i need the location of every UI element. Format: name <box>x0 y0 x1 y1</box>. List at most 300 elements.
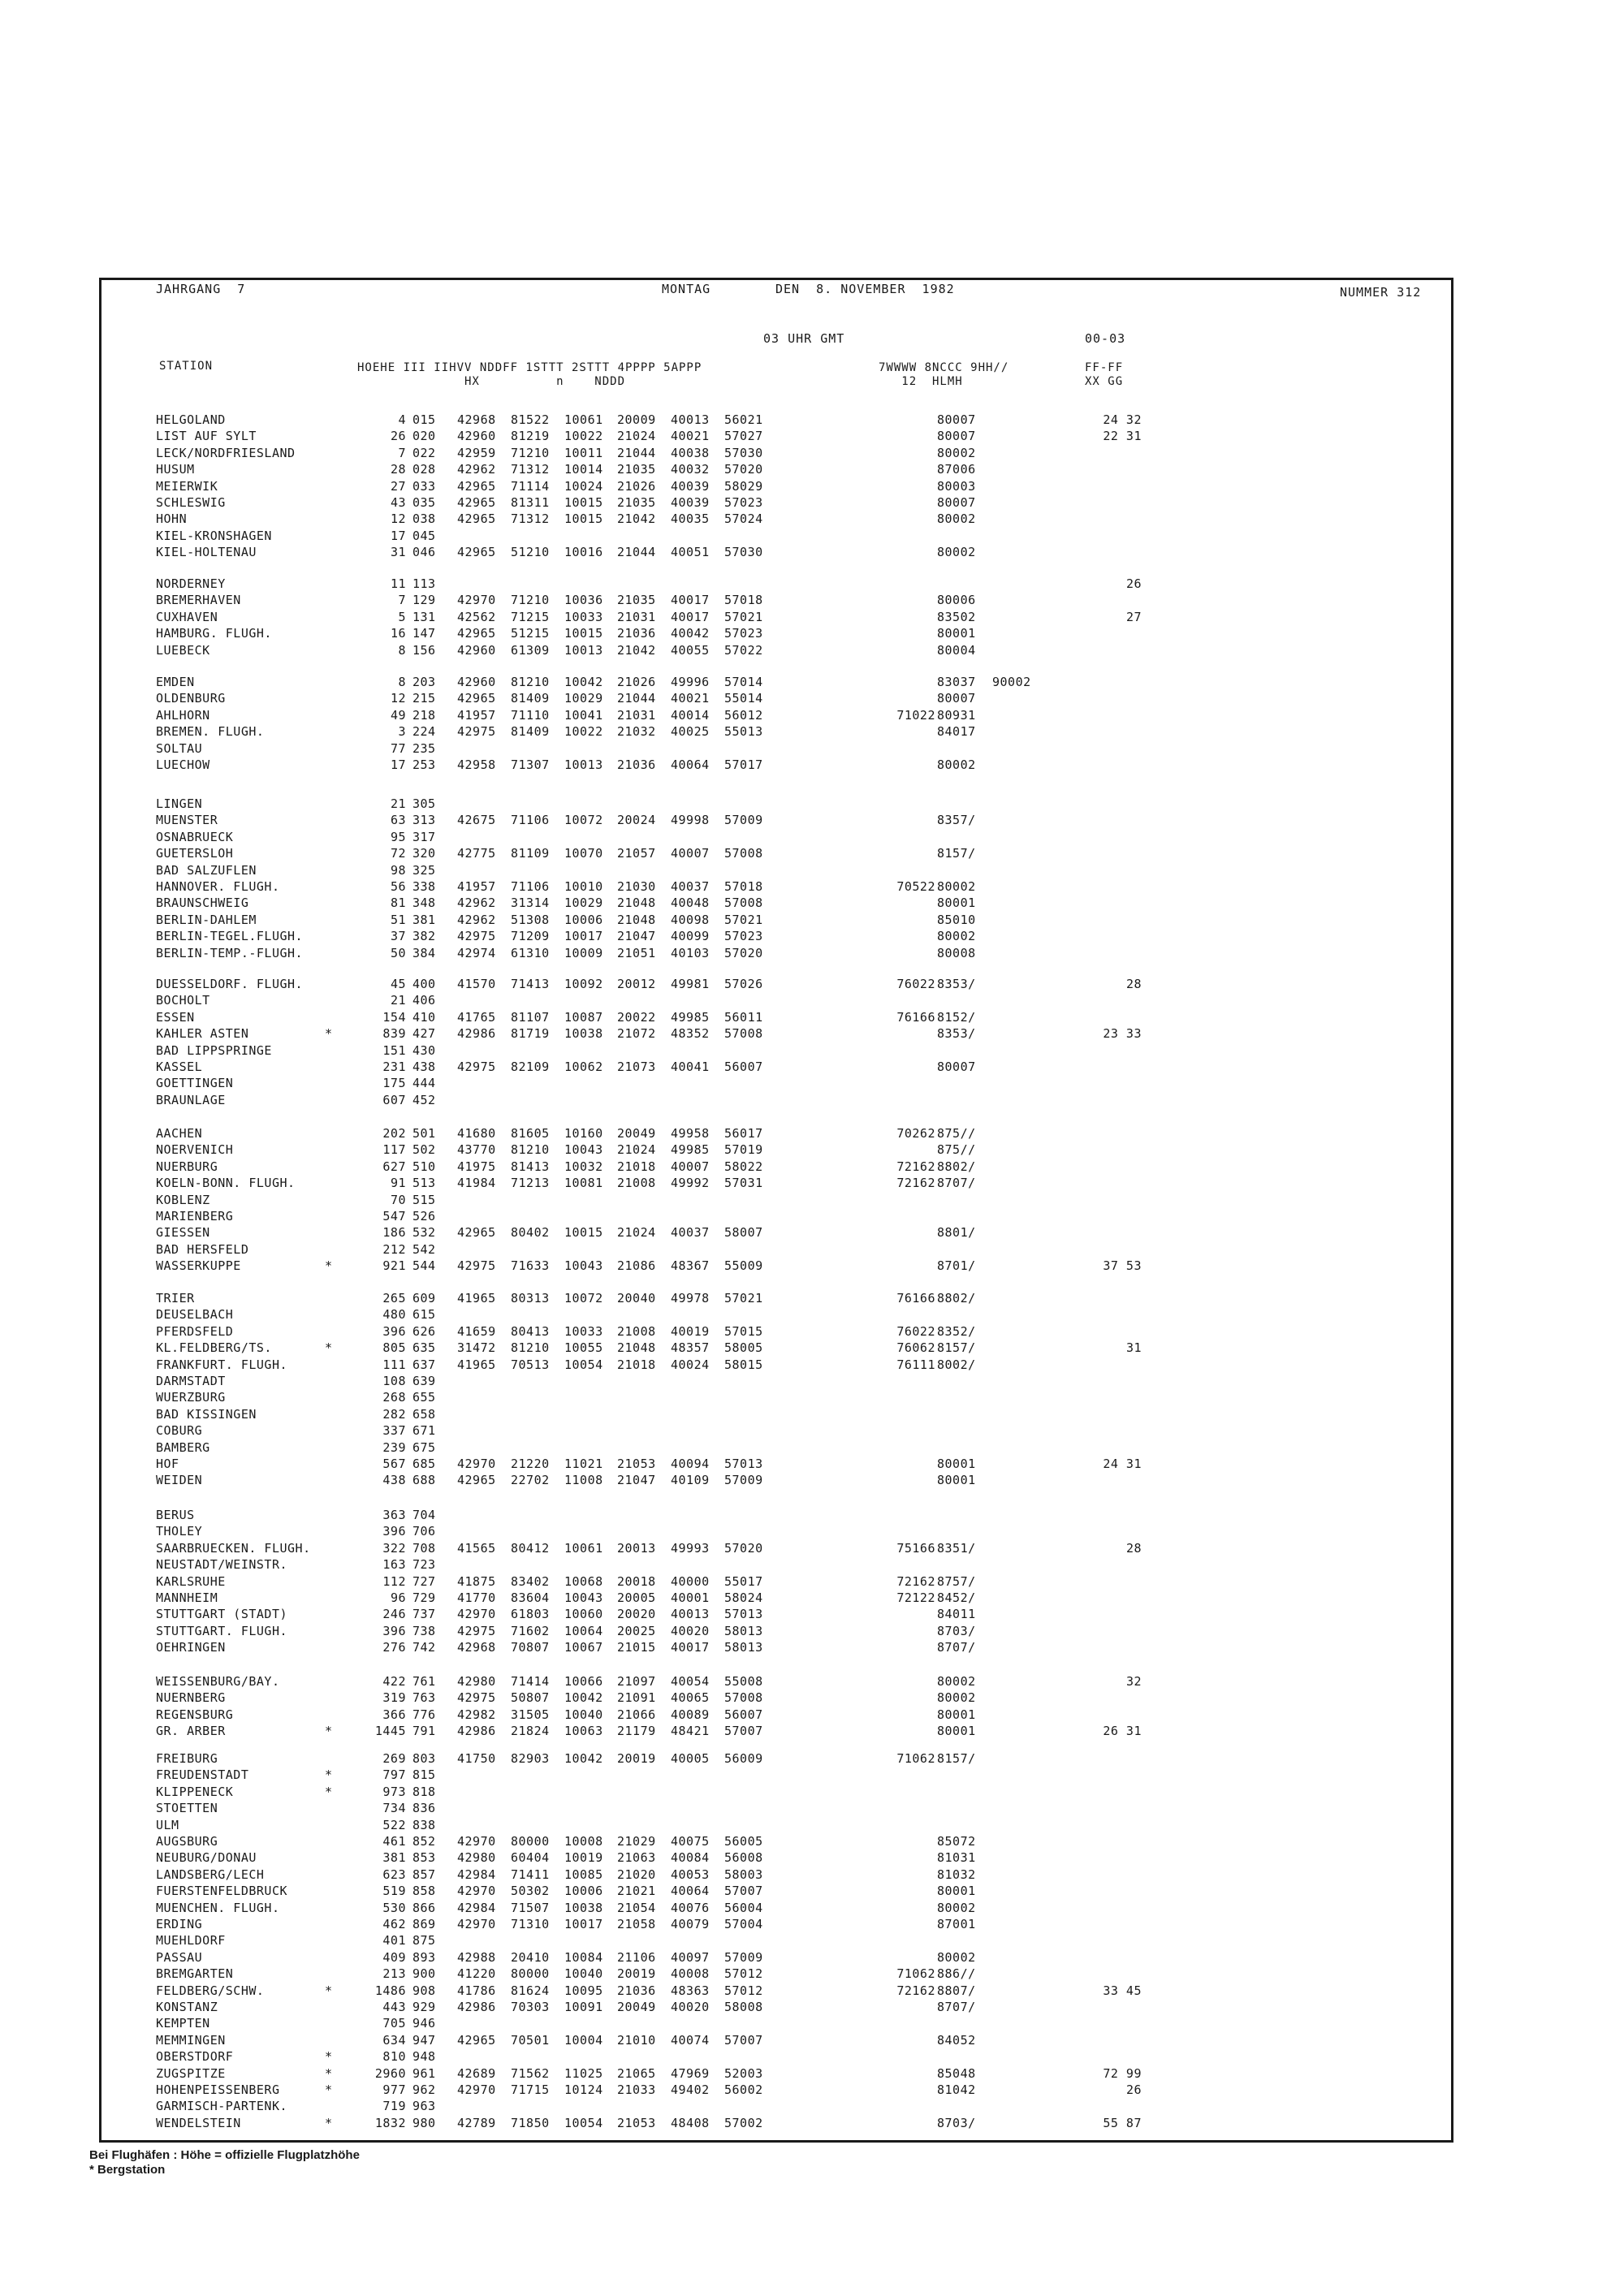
station-value-f1: 42965 <box>457 1473 496 1488</box>
station-value-f6: 57022 <box>724 642 763 658</box>
station-row <box>0 1175 1624 1191</box>
station-value-iii: 515 <box>412 1192 436 1207</box>
station-value-iii: 513 <box>412 1176 436 1191</box>
station-name: SAARBRUECKEN. FLUGH. <box>156 1540 311 1556</box>
station-value-f4: 21063 <box>617 1850 656 1866</box>
station-value-f6: 56005 <box>724 1834 763 1849</box>
station-value-elev: 151 <box>382 1042 406 1058</box>
station-value-iii: 626 <box>412 1323 436 1339</box>
station-value-elev: 8 <box>398 675 406 689</box>
station-value-elev: 3 <box>398 724 406 740</box>
station-value-f4: 20040 <box>617 1291 656 1306</box>
observation-time: 03 UHR GMT <box>763 331 845 346</box>
station-value-iii: 028 <box>412 462 436 477</box>
station-value-iii: 853 <box>412 1850 436 1866</box>
station-value-elev: 77 <box>390 740 406 756</box>
station-value-f1: 41565 <box>457 1540 496 1556</box>
station-value-f4: 21035 <box>617 495 656 510</box>
station-row <box>0 1606 1624 1622</box>
station-value-f3: 10006 <box>564 1884 603 1899</box>
station-name: HELGOLAND <box>156 412 226 427</box>
station-value-iii: 131 <box>412 609 436 624</box>
station-row <box>0 1833 1624 1849</box>
station-value-f4: 20018 <box>617 1573 656 1589</box>
station-value-f5: 40076 <box>671 1900 710 1915</box>
station-value-f5: 40074 <box>671 2032 710 2048</box>
station-row <box>0 812 1624 828</box>
station-value-iii: 706 <box>412 1524 436 1539</box>
station-value-f2: 80000 <box>511 1834 550 1849</box>
station-value-f6: 57008 <box>724 1690 763 1706</box>
station-value-f6: 56012 <box>724 707 763 723</box>
station-name: BAD LIPPSPRINGE <box>156 1042 272 1058</box>
station-value-f4: 21015 <box>617 1640 656 1655</box>
station-name: KL.FELDBERG/TS. <box>156 1340 272 1356</box>
station-value-f2: 71213 <box>511 1176 550 1191</box>
station-value-f1: 42968 <box>457 1640 496 1655</box>
station-value-f2: 71106 <box>511 813 550 828</box>
station-name: COBURG <box>156 1423 203 1439</box>
station-value-f8: 875// <box>937 1142 976 1158</box>
station-value-f6: 55014 <box>724 691 763 706</box>
station-value-f6: 57014 <box>724 675 763 689</box>
station-value-f8: 87006 <box>937 462 976 477</box>
station-value-f3: 10019 <box>564 1850 603 1866</box>
station-value-f7: 72162 <box>896 1176 935 1191</box>
station-value-f5: 49992 <box>671 1176 710 1191</box>
station-value-elev: 81 <box>390 896 406 911</box>
station-value-f2: 81210 <box>511 1142 550 1158</box>
station-row <box>0 1639 1624 1655</box>
station-row <box>0 1707 1624 1723</box>
station-name: GIESSEN <box>156 1225 210 1241</box>
station-value-f2: 71215 <box>511 609 550 624</box>
station-value-f3: 10085 <box>564 1867 603 1882</box>
station-value-f5: 40017 <box>671 1640 710 1655</box>
station-value-f6: 57020 <box>724 945 763 960</box>
station-value-f6: 57020 <box>724 1540 763 1556</box>
station-value-iii: 015 <box>412 412 436 427</box>
station-row <box>0 1323 1624 1340</box>
station-row <box>0 1241 1624 1258</box>
station-value-f3: 10067 <box>564 1640 603 1655</box>
station-value-elev: 363 <box>382 1508 406 1522</box>
station-row <box>0 592 1624 608</box>
station-value-f8: 80002 <box>937 1949 976 1965</box>
station-row <box>0 1767 1624 1783</box>
station-value-f4: 21073 <box>617 1060 656 1074</box>
station-row <box>0 1456 1624 1472</box>
station-value-f3: 10061 <box>564 1540 603 1556</box>
station-value-f2: 21824 <box>511 1724 550 1739</box>
station-value-f8: 8701/ <box>937 1258 976 1274</box>
station-value-iii: 452 <box>412 1092 436 1107</box>
station-value-f5: 40039 <box>671 495 710 510</box>
station-value-iii: 020 <box>412 429 436 444</box>
station-value-f2: 71307 <box>511 757 550 772</box>
station-name: KOBLENZ <box>156 1192 210 1207</box>
station-value-iii: 858 <box>412 1884 436 1899</box>
station-value-f8: 80001 <box>937 896 976 911</box>
station-value-f2: 81109 <box>511 846 550 861</box>
footer-note-airport: Bei Flughäfen : Höhe = offizielle Flugplatzhöhe <box>89 2148 360 2162</box>
station-value-iii: 615 <box>412 1307 436 1323</box>
station-value-f6: 57023 <box>724 626 763 641</box>
station-row <box>0 1523 1624 1539</box>
station-value-f1: 42675 <box>457 813 496 828</box>
station-value-f6: 57031 <box>724 1176 763 1191</box>
station-value-elev: 269 <box>382 1751 406 1766</box>
station-value-f8: 80007 <box>937 429 976 444</box>
station-row <box>0 1966 1624 1982</box>
station-value-f6: 58007 <box>724 1225 763 1241</box>
station-value-f2: 81107 <box>511 1009 550 1025</box>
station-value-f6: 58008 <box>724 2000 763 2014</box>
station-value-elev: 973 <box>382 1784 406 1799</box>
station-value-f8: 8353/ <box>937 977 976 991</box>
station-row <box>0 1690 1624 1706</box>
station-value-f1: 42562 <box>457 609 496 624</box>
station-value-elev: 12 <box>390 511 406 527</box>
station-row <box>0 1025 1624 1042</box>
station-value-iii: 948 <box>412 2049 436 2065</box>
station-value-f3: 10009 <box>564 945 603 960</box>
station-row <box>0 1075 1624 1091</box>
station-value-iii: 761 <box>412 1674 436 1689</box>
station-value-f5: 40064 <box>671 757 710 772</box>
station-name: BAD HERSFELD <box>156 1241 249 1257</box>
station-value-f1: 42970 <box>457 1607 496 1622</box>
station-name: MUENSTER <box>156 813 218 828</box>
station-value-iii: 869 <box>412 1917 436 1931</box>
station-value-elev: 49 <box>390 707 406 723</box>
station-value-elev: 634 <box>382 2032 406 2048</box>
station-value-elev: 154 <box>382 1009 406 1025</box>
station-value-f8: 80007 <box>937 691 976 706</box>
station-value-f1: 42970 <box>457 2082 496 2097</box>
station-value-iii: 224 <box>412 724 436 740</box>
station-name: KAHLER ASTEN <box>156 1026 249 1042</box>
station-value-elev: 1486 <box>374 1983 406 1998</box>
station-row <box>0 707 1624 723</box>
station-value-f7: 75166 <box>896 1540 935 1556</box>
station-value-f7: 71022 <box>896 707 935 723</box>
station-value-f1: 43770 <box>457 1142 496 1158</box>
station-value-elev: 231 <box>382 1060 406 1074</box>
station-row <box>0 1439 1624 1456</box>
station-value-f5: 48367 <box>671 1258 710 1274</box>
station-value-f4: 21179 <box>617 1724 656 1739</box>
station-value-elev: 27 <box>390 478 406 494</box>
station-value-f8: 8351/ <box>937 1540 976 1556</box>
station-name: HOHN <box>156 511 188 527</box>
station-value-elev: 839 <box>382 1026 406 1042</box>
station-row <box>0 845 1624 861</box>
station-value-iii: 893 <box>412 1949 436 1965</box>
station-value-iii: 113 <box>412 576 436 591</box>
station-value-f5: 40051 <box>671 545 710 560</box>
station-value-f8: 8352/ <box>937 1323 976 1339</box>
station-value-elev: 43 <box>390 495 406 510</box>
station-value-f4: 21035 <box>617 462 656 477</box>
station-value-iii: 320 <box>412 846 436 861</box>
station-value-elev: 530 <box>382 1900 406 1915</box>
station-value-f5: 40079 <box>671 1917 710 1931</box>
station-value-f3: 10072 <box>564 813 603 828</box>
station-value-f4: 21008 <box>617 1323 656 1339</box>
station-value-f5: 40055 <box>671 642 710 658</box>
station-value-f2: 71414 <box>511 1674 550 1689</box>
station-value-f3: 10064 <box>564 1623 603 1638</box>
station-value-f5: 40098 <box>671 912 710 927</box>
station-value-f8: 80007 <box>937 412 976 427</box>
station-value-iii: 727 <box>412 1573 436 1589</box>
station-value-f3: 10070 <box>564 846 603 861</box>
station-value-f4: 21048 <box>617 896 656 911</box>
station-value-ff: 26 31 <box>1103 1724 1142 1739</box>
station-value-f8: 8801/ <box>937 1225 976 1241</box>
station-value-f3: 10043 <box>564 1590 603 1605</box>
station-value-f3: 10160 <box>564 1126 603 1141</box>
code7-header-line2: 12 HLMH <box>879 375 963 388</box>
station-value-iii: 253 <box>412 757 436 772</box>
station-value-f2: 50807 <box>511 1690 550 1706</box>
station-value-f8: 84017 <box>937 724 976 740</box>
station-name: MEMMINGEN <box>156 2032 226 2048</box>
station-row <box>0 796 1624 812</box>
station-value-f3: 10043 <box>564 1142 603 1158</box>
station-value-f3: 10015 <box>564 495 603 510</box>
station-value-f3: 10042 <box>564 675 603 689</box>
footer-note-mountain: * Bergstation <box>89 2163 166 2177</box>
station-name: KASSEL <box>156 1060 203 1074</box>
station-value-f1: 41750 <box>457 1751 496 1766</box>
station-value-f4: 20049 <box>617 1126 656 1141</box>
station-value-f2: 71411 <box>511 1867 550 1882</box>
station-value-f5: 40020 <box>671 1623 710 1638</box>
station-name: KLIPPENECK <box>156 1784 234 1799</box>
station-value-f8: 8703/ <box>937 2115 976 2130</box>
station-value-f5: 40000 <box>671 1573 710 1589</box>
station-row <box>0 1290 1624 1306</box>
station-value-elev: 31 <box>390 545 406 560</box>
station-name: MARIENBERG <box>156 1209 234 1224</box>
station-name: BERLIN-DAHLEM <box>156 912 257 927</box>
station-value-f8: 81032 <box>937 1867 976 1882</box>
station-row <box>0 1042 1624 1059</box>
station-value-f5: 40042 <box>671 626 710 641</box>
station-row <box>0 2048 1624 2065</box>
station-name: HAMBURG. FLUGH. <box>156 626 272 641</box>
station-row <box>0 674 1624 690</box>
station-row <box>0 1849 1624 1866</box>
station-row <box>0 992 1624 1008</box>
station-row <box>0 1159 1624 1175</box>
station-name: AACHEN <box>156 1126 203 1141</box>
station-value-ff: 55 87 <box>1103 2115 1142 2130</box>
station-value-iii: 609 <box>412 1291 436 1306</box>
station-value-f2: 71633 <box>511 1258 550 1274</box>
station-value-f7: 72122 <box>896 1590 935 1605</box>
station-name: OSNABRUECK <box>156 829 234 844</box>
station-value-f6: 57018 <box>724 879 763 894</box>
station-value-iii: 542 <box>412 1241 436 1257</box>
station-row <box>0 1340 1624 1356</box>
station-value-f5: 49402 <box>671 2082 710 2097</box>
station-value-f2: 71114 <box>511 478 550 494</box>
station-value-f6: 58013 <box>724 1623 763 1638</box>
station-value-elev: 17 <box>390 528 406 543</box>
station-value-iii: 742 <box>412 1640 436 1655</box>
station-value-f2: 51308 <box>511 912 550 927</box>
station-value-ff: 28 <box>1125 977 1142 991</box>
station-value-iii: 544 <box>412 1258 436 1274</box>
station-value-f1: 41875 <box>457 1573 496 1589</box>
station-value-iii: 658 <box>412 1406 436 1422</box>
station-row <box>0 1750 1624 1767</box>
station-value-elev: 977 <box>382 2082 406 2097</box>
station-value-f1: 42970 <box>457 1834 496 1849</box>
wind-header-line2: XX GG <box>1085 375 1124 388</box>
station-name: DEUSELBACH <box>156 1307 234 1323</box>
station-name: MANNHEIM <box>156 1590 218 1605</box>
station-value-f6: 57018 <box>724 593 763 608</box>
station-value-elev: 112 <box>382 1573 406 1589</box>
station-value-f8: 8357/ <box>937 813 976 828</box>
station-value-f2: 71210 <box>511 593 550 608</box>
station-value-f2: 71110 <box>511 707 550 723</box>
station-value-f8: 8707/ <box>937 2000 976 2014</box>
code-header-line2: HX n NDDD <box>357 375 626 388</box>
station-value-f5: 49958 <box>671 1126 710 1141</box>
station-value-f1: 42982 <box>457 1707 496 1722</box>
station-value-iii: 406 <box>412 993 436 1008</box>
station-value-f2: 82903 <box>511 1751 550 1766</box>
station-row <box>0 1422 1624 1439</box>
station-value-f3: 10016 <box>564 545 603 560</box>
station-value-f6: 55017 <box>724 1573 763 1589</box>
station-value-f2: 71210 <box>511 445 550 460</box>
station-value-f8: 80002 <box>937 879 976 894</box>
station-value-f1: 42986 <box>457 1026 496 1042</box>
station-value-f1: 42986 <box>457 1724 496 1739</box>
station-name: BRAUNLAGE <box>156 1092 226 1107</box>
station-value-f7: 71062 <box>896 1966 935 1982</box>
station-value-iii: 655 <box>412 1390 436 1405</box>
station-value-f6: 57008 <box>724 896 763 911</box>
station-name: LIST AUF SYLT <box>156 429 257 444</box>
station-value-f8: 875// <box>937 1126 976 1141</box>
station-value-elev: 567 <box>382 1457 406 1471</box>
station-value-f2: 31314 <box>511 896 550 911</box>
station-value-f4: 21008 <box>617 1176 656 1191</box>
station-value-f8: 80008 <box>937 945 976 960</box>
station-value-iii: 532 <box>412 1225 436 1241</box>
station-row <box>0 2115 1624 2131</box>
station-name: WUERZBURG <box>156 1390 226 1405</box>
station-name: BRAUNSCHWEIG <box>156 896 249 911</box>
station-value-f3: 10068 <box>564 1573 603 1589</box>
station-value-f6: 58005 <box>724 1340 763 1356</box>
station-value-f8: 80002 <box>937 757 976 772</box>
station-value-f3: 10032 <box>564 1159 603 1174</box>
station-name: HUSUM <box>156 462 195 477</box>
station-value-f3: 10042 <box>564 1751 603 1766</box>
station-value-iii: 857 <box>412 1867 436 1882</box>
station-name: LUECHOW <box>156 757 210 772</box>
station-value-elev: 337 <box>382 1423 406 1439</box>
station-value-f1: 42980 <box>457 1850 496 1866</box>
station-name: SOLTAU <box>156 740 203 756</box>
station-row <box>0 1224 1624 1241</box>
station-value-f4: 21048 <box>617 912 656 927</box>
station-name: ULM <box>156 1817 179 1832</box>
station-value-elev: 319 <box>382 1690 406 1706</box>
station-value-elev: 213 <box>382 1966 406 1982</box>
station-name: ZUGSPITZE <box>156 2065 226 2081</box>
station-value-f6: 57009 <box>724 1473 763 1488</box>
station-value-f6: 57030 <box>724 445 763 460</box>
station-value-f3: 10008 <box>564 1834 603 1849</box>
station-value-elev: 462 <box>382 1917 406 1931</box>
station-value-f4: 21032 <box>617 724 656 740</box>
station-value-elev: 4 <box>398 412 406 427</box>
station-value-f1: 41965 <box>457 1291 496 1306</box>
station-value-f2: 81413 <box>511 1159 550 1174</box>
station-row <box>0 740 1624 757</box>
station-value-f7: 72162 <box>896 1983 935 1998</box>
station-name: FREIBURG <box>156 1751 218 1766</box>
station-value-f1: 42975 <box>457 929 496 944</box>
station-value-iii: 218 <box>412 707 436 723</box>
station-row <box>0 690 1624 706</box>
station-value-f3: 10072 <box>564 1291 603 1306</box>
station-value-f4: 20009 <box>617 412 656 427</box>
station-value-f2: 80412 <box>511 1540 550 1556</box>
station-value-elev: 51 <box>390 912 406 927</box>
station-row <box>0 412 1624 428</box>
station-value-f6: 57012 <box>724 1966 763 1982</box>
station-value-f2: 50302 <box>511 1884 550 1899</box>
station-value-iii: 763 <box>412 1690 436 1706</box>
station-name: EMDEN <box>156 675 195 689</box>
station-value-f4: 21072 <box>617 1026 656 1042</box>
station-value-f2: 80402 <box>511 1225 550 1241</box>
station-value-f6: 57015 <box>724 1323 763 1339</box>
station-value-f5: 40035 <box>671 511 710 527</box>
station-value-f6: 57002 <box>724 2115 763 2130</box>
mountain-station-marker: * <box>325 2082 333 2097</box>
station-value-f3: 10040 <box>564 1707 603 1722</box>
station-value-f2: 51215 <box>511 626 550 641</box>
station-value-iii: 305 <box>412 796 436 811</box>
station-value-f5: 40097 <box>671 1949 710 1965</box>
station-value-ff: 23 33 <box>1103 1026 1142 1042</box>
station-value-elev: 11 <box>390 576 406 591</box>
station-value-iii: 156 <box>412 642 436 658</box>
station-value-f8: 85010 <box>937 912 976 927</box>
station-value-iii: 317 <box>412 829 436 844</box>
station-value-ff: 28 <box>1125 1540 1142 1556</box>
station-name: MEIERWIK <box>156 478 218 494</box>
station-value-f6: 56007 <box>724 1707 763 1722</box>
station-row <box>0 1573 1624 1590</box>
station-name: STUTTGART (STADT) <box>156 1607 288 1622</box>
station-value-ff: 37 53 <box>1103 1258 1142 1274</box>
station-value-f3: 10081 <box>564 1176 603 1191</box>
station-value-f6: 58015 <box>724 1357 763 1372</box>
station-value-f3: 10054 <box>564 2115 603 2130</box>
